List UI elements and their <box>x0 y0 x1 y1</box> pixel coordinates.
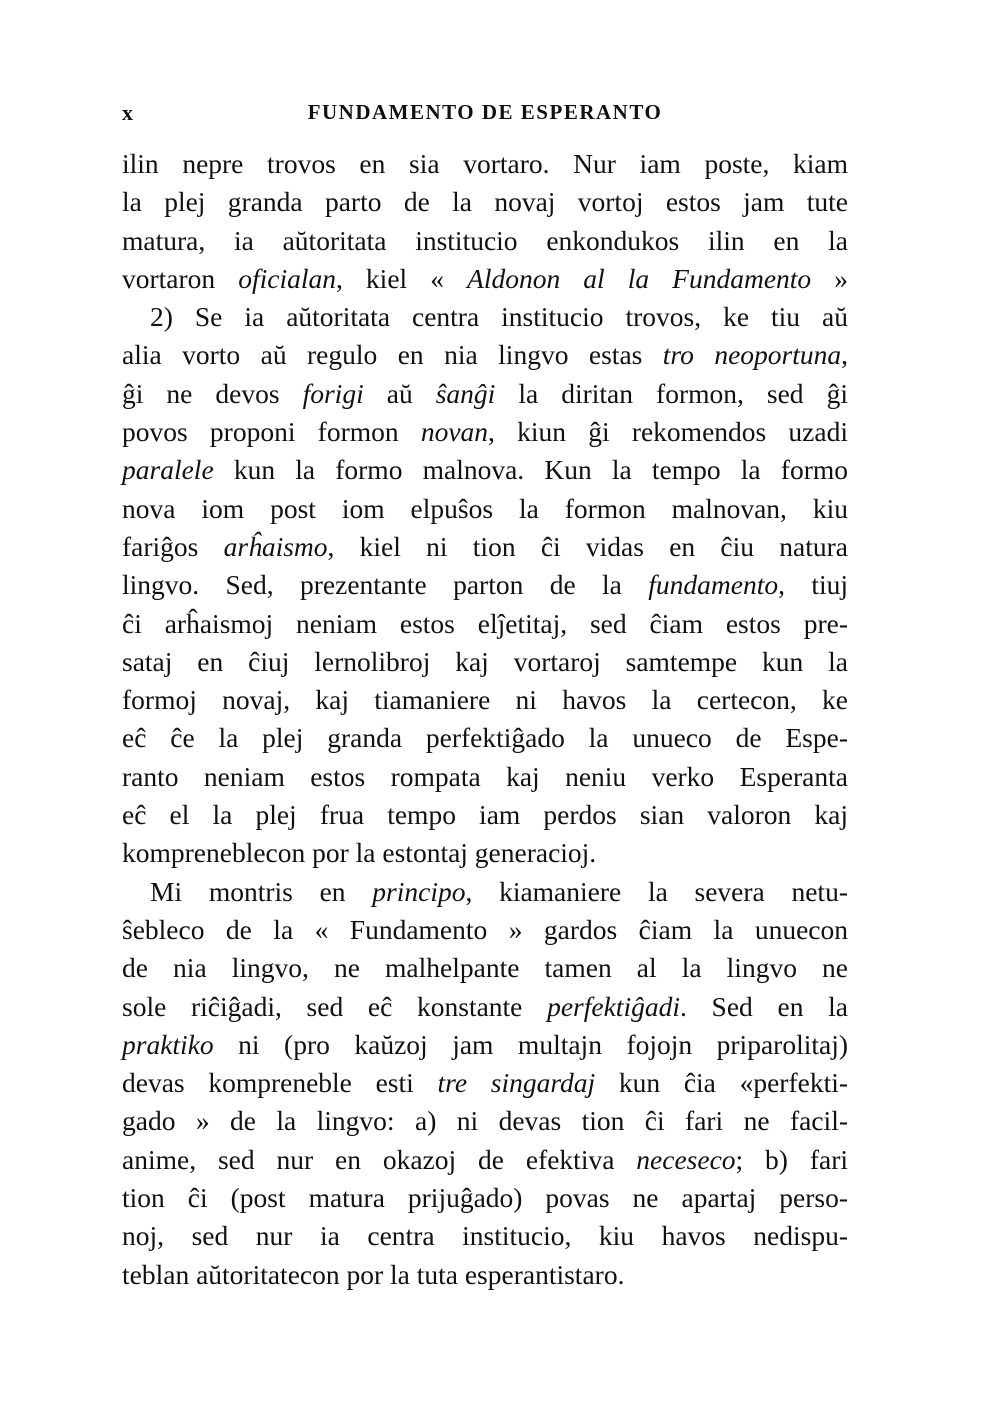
page-number: x <box>122 100 134 125</box>
text-segment: formoj novaj, kaj tiamaniere ni havos la certecon, ke <box>122 684 848 716</box>
italic-text: forigi <box>302 377 364 409</box>
italic-text: ŝanĝi <box>435 377 496 409</box>
text-segment: ranto neniam estos rompata kaj neniu verko Esperanta <box>122 760 848 792</box>
text-line-10 <box>122 490 848 528</box>
text-segment: nova iom post iom elpuŝos la formon malnovan, kiu <box>122 492 848 524</box>
text-segment: ; b) fari <box>735 1143 848 1175</box>
text-segment: noj, sed nur ia centra institucio, kiu havos nedispu- <box>122 1220 848 1252</box>
text-segment: teblan aŭtoritatecon por la tuta esperantistaro. <box>122 1258 625 1290</box>
text-segment: eĉ el la plej frua tempo iam perdos sian valoron kaj <box>122 799 848 831</box>
text-line-26 <box>122 1102 848 1140</box>
italic-text: arĥaismo <box>223 530 328 562</box>
text-line-6 <box>122 336 848 374</box>
text-line-9 <box>122 451 848 489</box>
text-line-28 <box>122 1179 848 1217</box>
text-segment: sataj en ĉiuj lernolibroj kaj vortaroj samtempe kun la <box>122 645 848 677</box>
text-segment: aŭ <box>363 377 436 409</box>
text-segment: la plej granda parto de la novaj vortoj estos jam tute <box>122 186 848 218</box>
text-line-15 <box>122 681 848 719</box>
header-title: FUNDAMENTO DE ESPERANTO <box>307 100 663 124</box>
text-line-22 <box>122 949 848 987</box>
text-line-20 <box>122 873 848 911</box>
text-line-17 <box>122 758 848 796</box>
body-text <box>122 145 848 1294</box>
text-segment: Mi montris en <box>150 875 373 907</box>
text-line-30 <box>122 1256 848 1294</box>
text-segment: eĉ ĉe la plej granda perfektiĝado la unueco de Espe- <box>122 722 848 754</box>
text-segment: 2) Se ia aŭtoritata centra institucio trovos, ke tiu aŭ <box>150 301 848 333</box>
text-segment: ni (pro kaŭzoj jam multajn fojojn priparolitaj) <box>213 1028 848 1060</box>
text-segment: la diritan formon, sed ĝi <box>495 377 848 409</box>
text-segment: kun ĉia «perfekti- <box>595 1067 849 1099</box>
italic-text: novan <box>420 416 489 448</box>
text-segment: povos proponi formon <box>122 416 421 448</box>
text-line-21 <box>122 911 848 949</box>
text-line-13 <box>122 605 848 643</box>
text-segment: ĝi ne devos <box>122 377 303 409</box>
text-segment: devas kompreneble esti <box>122 1067 438 1099</box>
text-segment: , kiamaniere la severa netu- <box>465 875 848 907</box>
text-segment: de nia lingvo, ne malhelpante tamen al la lingvo ne <box>122 952 848 984</box>
text-line-14 <box>122 643 848 681</box>
text-segment: . Sed en la <box>679 990 848 1022</box>
text-segment: , kiun ĝi rekomendos uzadi <box>488 416 848 448</box>
text-segment: , kiel ni tion ĉi vidas en ĉiu natura <box>327 530 848 562</box>
italic-text: praktiko <box>122 1028 214 1060</box>
text-line-4 <box>122 260 848 298</box>
running-head <box>122 100 848 130</box>
text-line-3 <box>122 222 848 260</box>
text-segment: ŝebleco de la « Fundamento » gardos ĉiam la unuecon <box>122 913 848 945</box>
text-segment: » <box>811 262 848 294</box>
text-line-25 <box>122 1064 848 1102</box>
text-segment: kun la formo malnova. Kun la tempo la formo <box>213 454 848 486</box>
italic-text: principo <box>372 875 466 907</box>
text-line-29 <box>122 1217 848 1255</box>
text-line-24 <box>122 1026 848 1064</box>
text-line-27 <box>122 1141 848 1179</box>
text-line-12 <box>122 566 848 604</box>
italic-text: tro neoportuna <box>662 339 842 371</box>
text-segment: fariĝos <box>122 530 224 562</box>
text-line-8 <box>122 413 848 451</box>
text-segment: sole riĉiĝadi, sed eĉ konstante <box>122 990 548 1022</box>
text-line-16 <box>122 719 848 757</box>
text-line-1 <box>122 145 848 183</box>
text-segment: , tiuj <box>778 569 849 601</box>
text-segment: kompreneblecon por la estontaj generacioj. <box>122 837 597 869</box>
text-segment: ilin nepre trovos en sia vortaro. Nur iam poste, kiam <box>122 148 848 179</box>
italic-text: oficialan <box>238 262 336 294</box>
text-segment: alia vorto aŭ regulo en nia lingvo estas <box>122 339 663 371</box>
text-line-7 <box>122 375 848 413</box>
text-segment: gado » de la lingvo: a) ni devas tion ĉi fari ne facil- <box>122 1105 848 1137</box>
text-segment: tion ĉi (post matura prijuĝado) povas ne apartaj perso- <box>122 1182 848 1214</box>
text-line-23 <box>122 988 848 1026</box>
text-segment: , <box>841 339 848 371</box>
italic-text: paralele <box>122 454 214 486</box>
text-segment: vortaron <box>122 262 239 294</box>
italic-text: neceseco <box>636 1143 736 1175</box>
text-line-18 <box>122 796 848 834</box>
text-segment: anime, sed nur en okazoj de efektiva <box>122 1143 637 1175</box>
text-line-19 <box>122 834 848 872</box>
italic-text: fundamento <box>648 569 779 601</box>
text-segment: ĉi arĥaismoj neniam estos elĵetitaj, sed ĉiam estos pre- <box>122 607 848 639</box>
text-line-2 <box>122 183 848 221</box>
text-line-5 <box>122 298 848 336</box>
italic-text: perfektiĝadi <box>547 990 680 1022</box>
text-line-11 <box>122 528 848 566</box>
text-segment: lingvo. Sed, prezentante parton de la <box>122 569 649 601</box>
italic-text: Aldonon al la Fundamento <box>467 262 812 294</box>
text-segment: matura, ia aŭtoritata institucio enkondukos ilin en la <box>122 224 848 256</box>
italic-text: tre singardaj <box>437 1067 596 1099</box>
text-segment: , kiel « <box>336 262 468 294</box>
